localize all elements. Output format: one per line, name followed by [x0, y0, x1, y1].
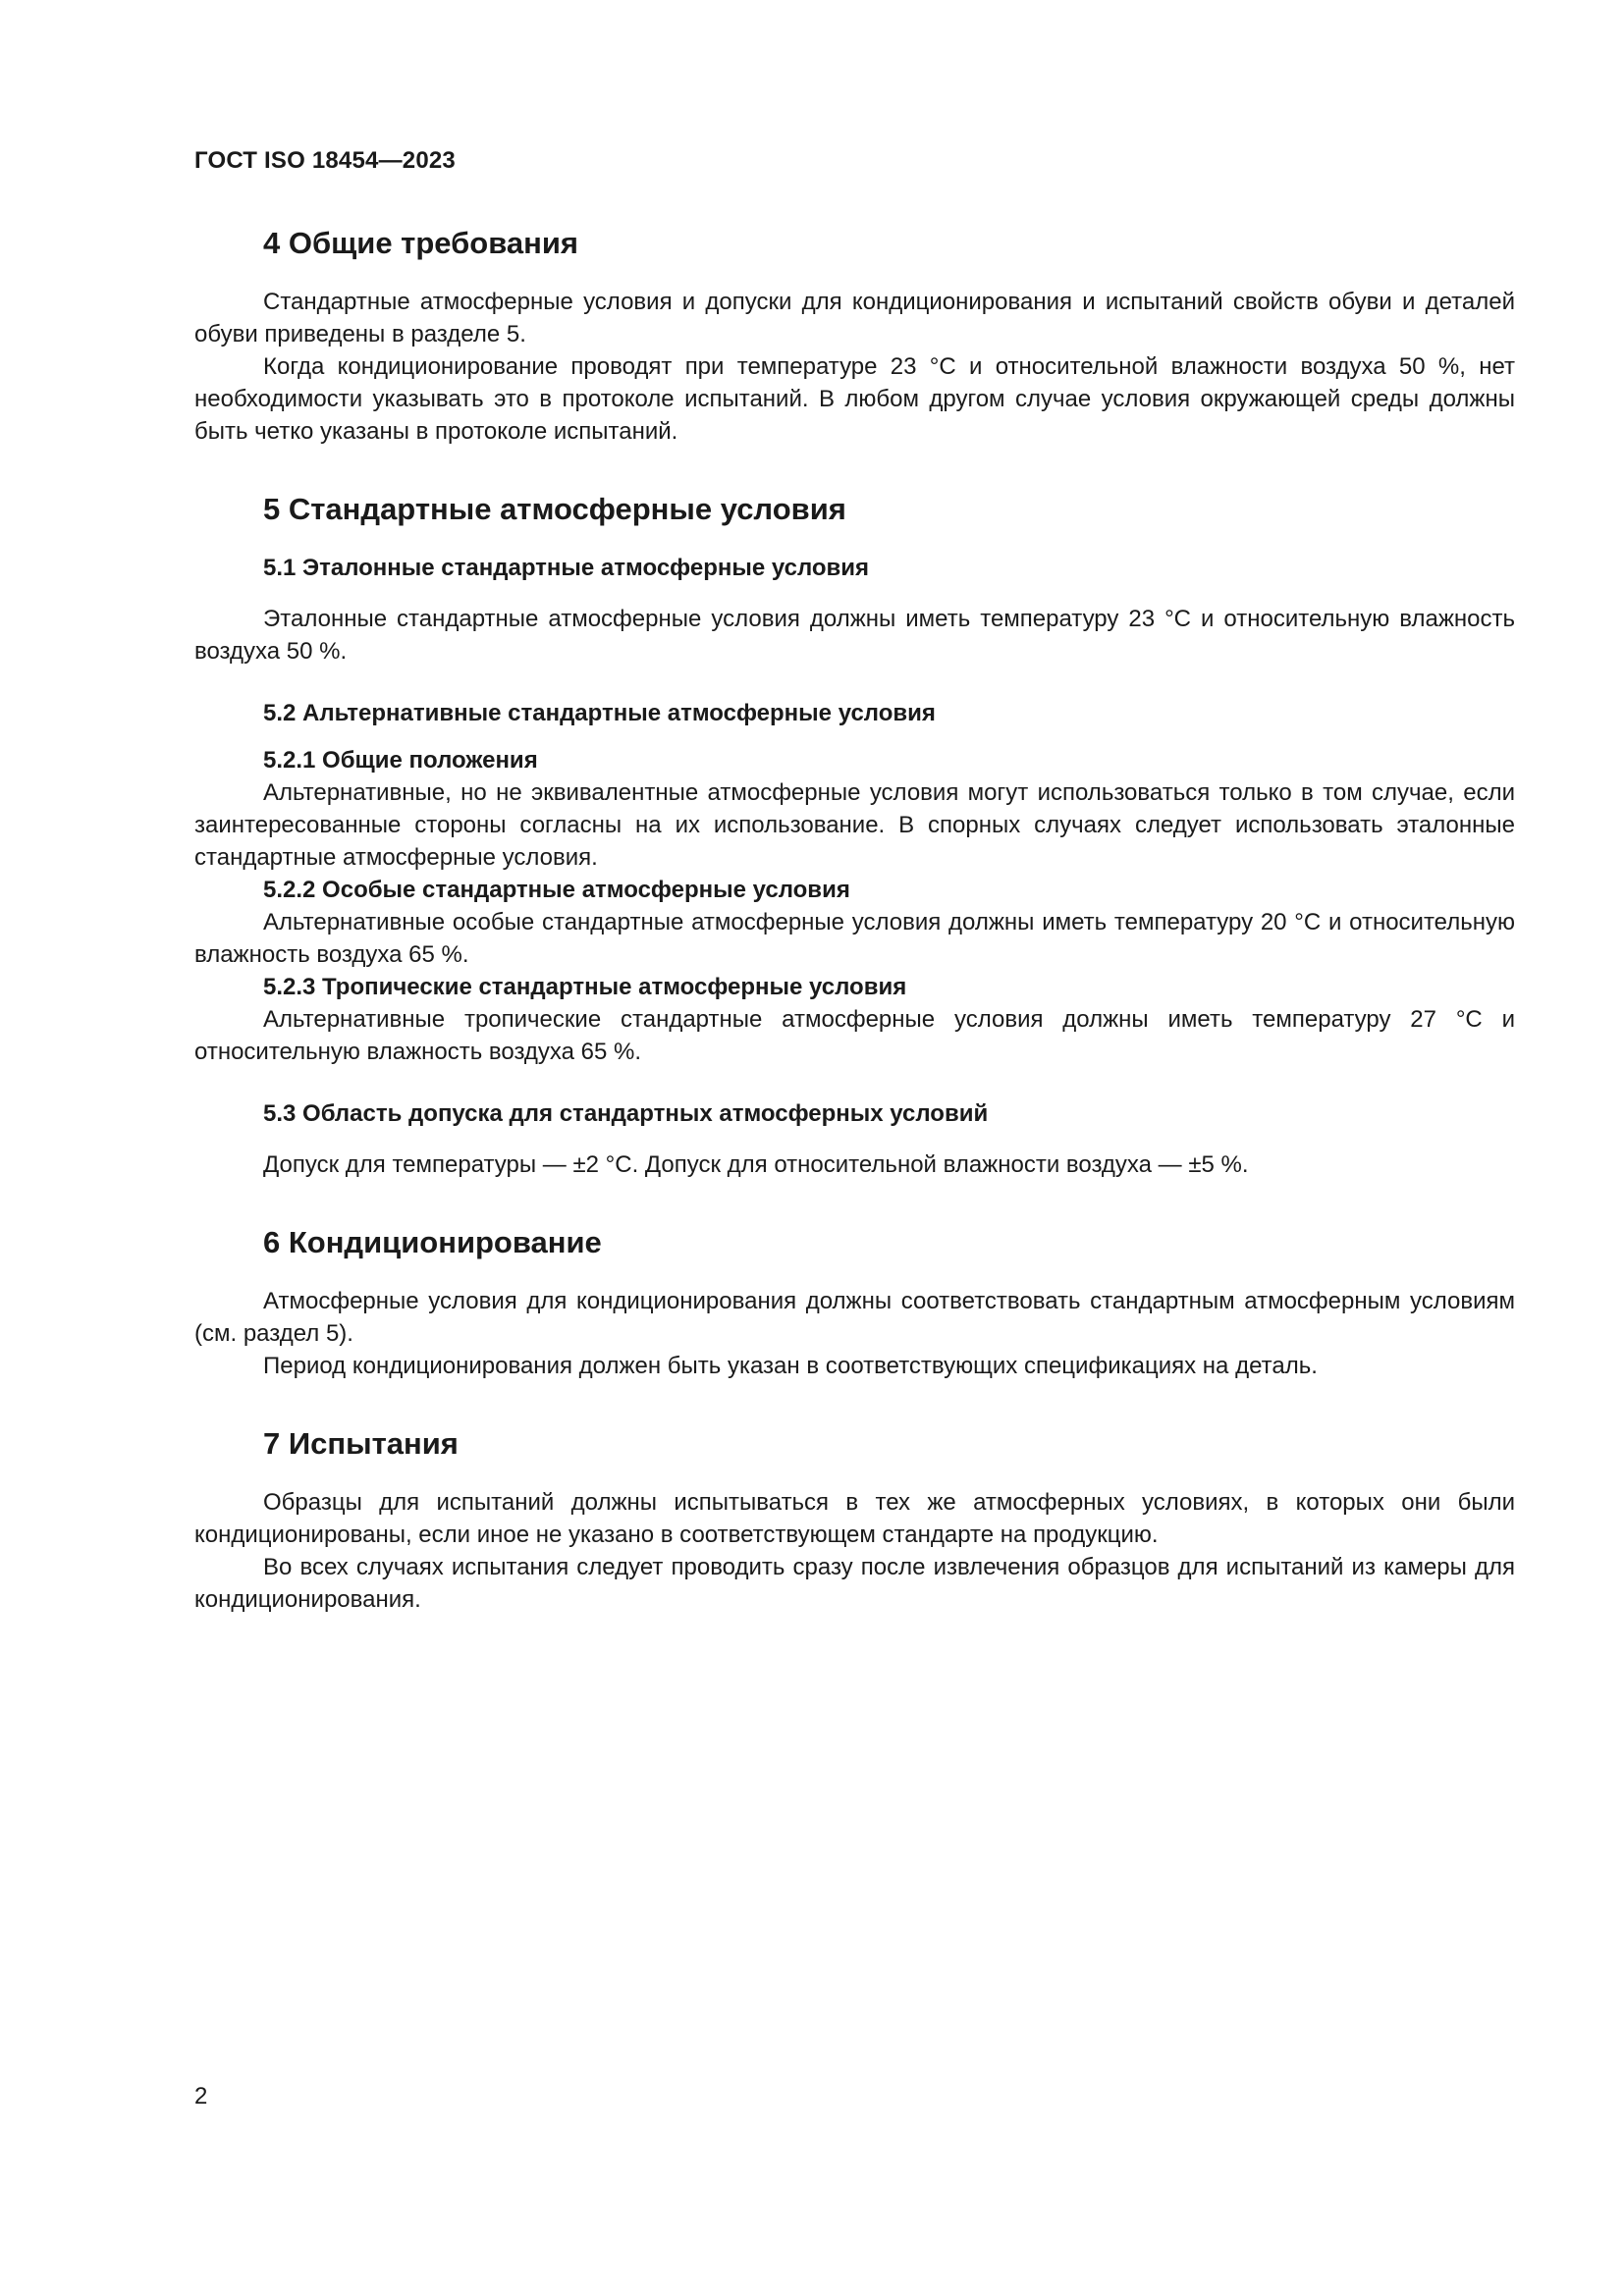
section-5-1-heading: 5.1 Эталонные стандартные атмосферные условия — [263, 555, 870, 581]
document-code-header: ГОСТ ISO 18454—2023 — [194, 147, 456, 174]
section-5-2-2-paragraph: Альтернативные особые стандартные атмосферные условия должны иметь температуру 20 °С и относительную влажность воздуха 65 %. — [194, 909, 1515, 968]
section-5-1-paragraph: Эталонные стандартные атмосферные условия должны иметь температуру 23 °С и относительную влажность воздуха 50 %. — [194, 606, 1515, 665]
section-6-paragraph-2: Период кондиционирования должен быть указан в соответствующих спецификациях на деталь. — [263, 1353, 1318, 1379]
section-7-paragraph-2: Во всех случаях испытания следует проводить сразу после извлечения образцов для испытаний из камеры для кондиционирования. — [194, 1554, 1515, 1613]
section-5-heading: 5 Стандартные атмосферные условия — [263, 492, 846, 526]
document-body — [194, 224, 1515, 1616]
section-5-3-heading: 5.3 Область допуска для стандартных атмосферных условий — [263, 1100, 989, 1127]
section-5-2-1-heading: 5.2.1 Общие положения — [263, 747, 538, 774]
page-number: 2 — [194, 2083, 208, 2109]
section-7-paragraph-1: Образцы для испытаний должны испытываться в тех же атмосферных условиях, в которых они были кондиционированы, если иное не указано в соответствующем стандарте на продукцию. — [194, 1489, 1515, 1548]
section-5-2-2-heading: 5.2.2 Особые стандартные атмосферные условия — [263, 877, 850, 903]
section-5-2-3-paragraph: Альтернативные тропические стандартные атмосферные условия должны иметь температуру 27 °С и относительную влажность воздуха 65 %. — [194, 1006, 1515, 1065]
section-6-paragraph-1: Атмосферные условия для кондиционирования должны соответствовать стандартным атмосферным условиям (см. раздел 5). — [194, 1288, 1515, 1347]
section-6-heading: 6 Кондиционирование — [263, 1225, 602, 1259]
section-5-2-3-heading: 5.2.3 Тропические стандартные атмосферные условия — [263, 974, 907, 1000]
section-4-heading: 4 Общие требования — [263, 226, 578, 260]
section-5-2-heading: 5.2 Альтернативные стандартные атмосферные условия — [263, 700, 936, 726]
section-5-2-1-paragraph: Альтернативные, но не эквивалентные атмосферные условия могут использоваться только в том случае, если заинтересованные стороны согласны на их использование. В спорных случаях следует использовать эталонные стандартные атмосферные условия. — [194, 779, 1515, 871]
section-7-heading: 7 Испытания — [263, 1426, 459, 1461]
section-5-3-paragraph: Допуск для температуры — ±2 °С. Допуск для относительной влажности воздуха — ±5 %. — [263, 1151, 1249, 1178]
section-4-paragraph-2: Когда кондиционирование проводят при температуре 23 °С и относительной влажности воздуха 50 %, нет необходимости указывать это в протоколе испытаний. В любом другом случае условия окружающей среды должны быть четко указаны в протоколе испытаний. — [194, 353, 1515, 445]
section-4-paragraph-1: Стандартные атмосферные условия и допуски для кондиционирования и испытаний свойств обуви и деталей обуви приведены в разделе 5. — [194, 289, 1515, 347]
